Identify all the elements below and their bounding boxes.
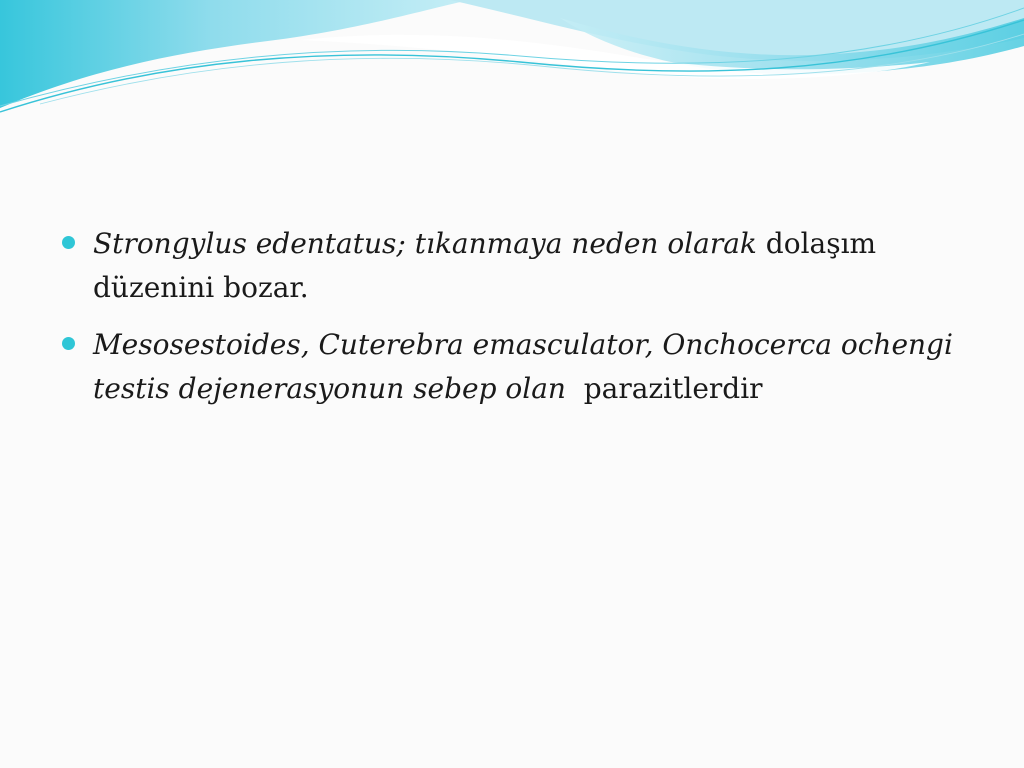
bullet-list bbox=[62, 222, 982, 424]
bullet-dot-icon bbox=[62, 337, 75, 350]
bullet-text-regular: dolaşım düzenini bozar. bbox=[93, 227, 877, 304]
bullet-text-italic: Mesosestoides, Cuterebra emasculator, Onchocerca ochengi testis dejenerasyonun sebep olan bbox=[93, 328, 953, 405]
bullet-dot-icon bbox=[62, 236, 75, 249]
bullet-text-regular: parazitlerdir bbox=[565, 372, 763, 405]
bullet-text-italic: Strongylus edentatus; tıkanmaya neden olarak bbox=[93, 227, 757, 260]
bullet-item-strongylus bbox=[62, 222, 982, 310]
bullet-item-mesosestoides bbox=[62, 323, 982, 411]
header-wave-decoration bbox=[0, 0, 1024, 130]
